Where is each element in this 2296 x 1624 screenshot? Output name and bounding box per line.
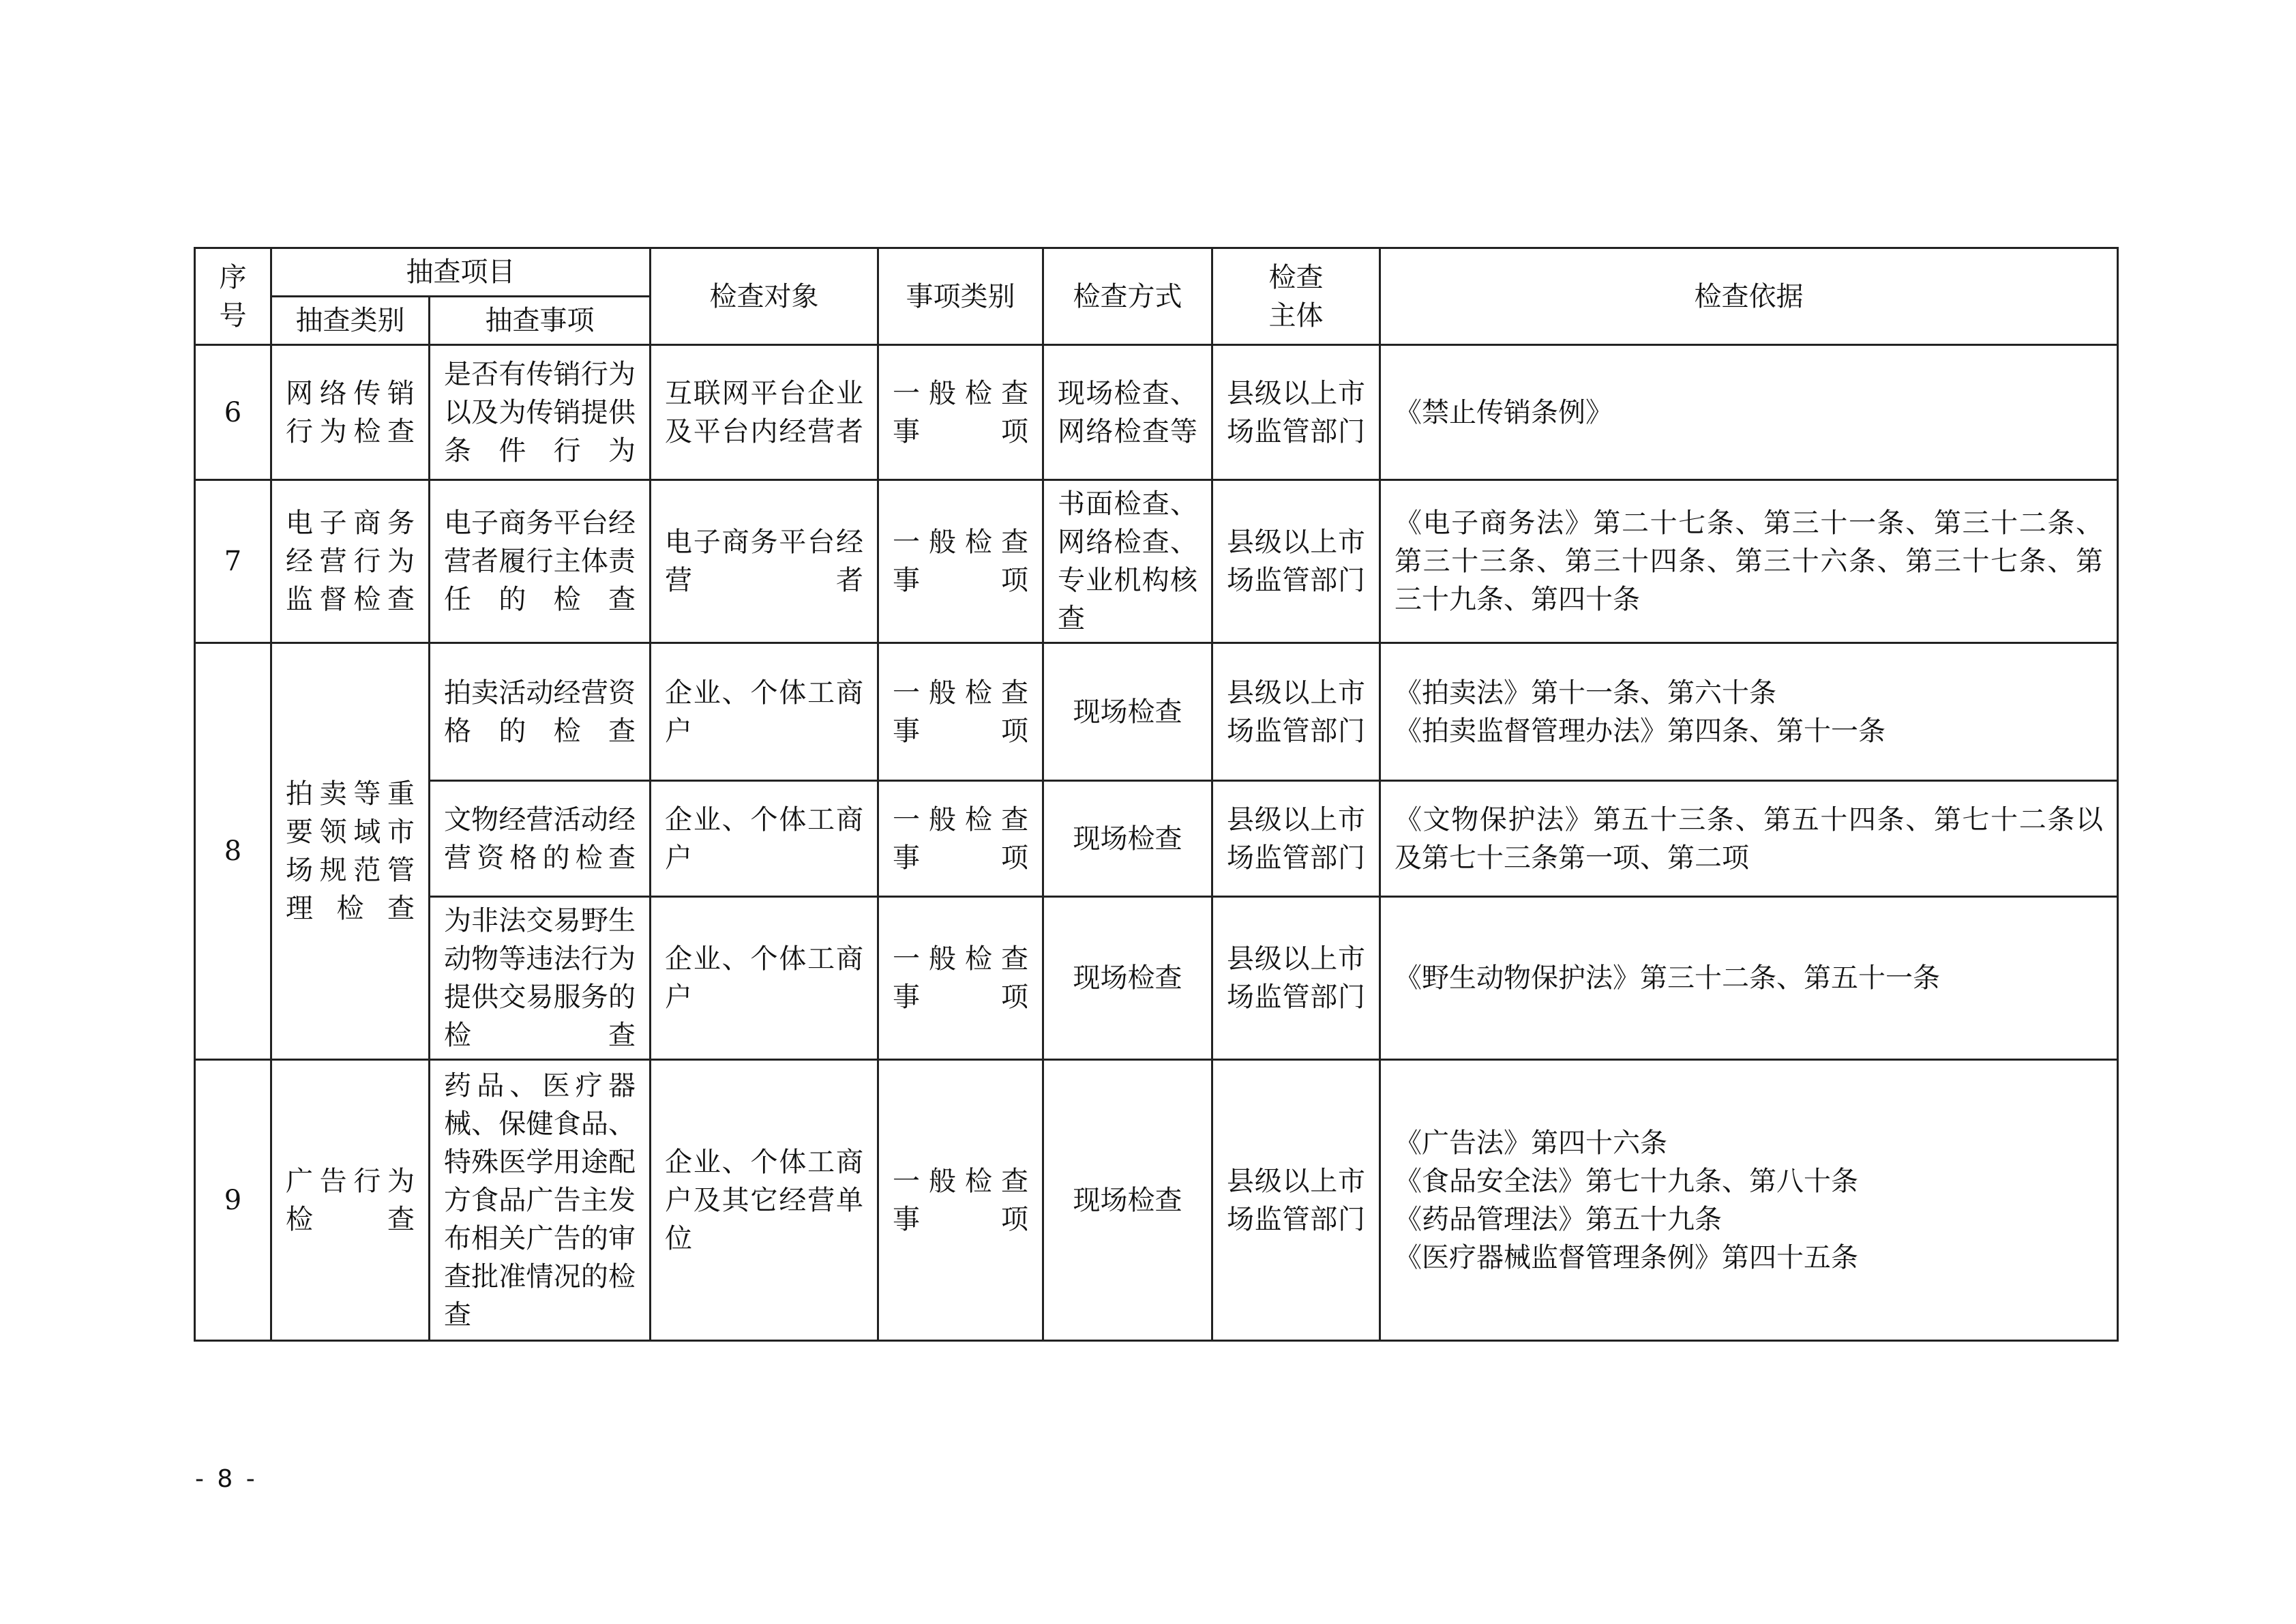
- row-item: 电子商务平台经营者履行主体责任的检查: [430, 480, 651, 643]
- page-number: - 8 -: [195, 1465, 258, 1493]
- header-seq: 序 号: [195, 248, 271, 345]
- row-method: 现场检查、网络检查等: [1043, 345, 1212, 480]
- row-seq: 7: [195, 480, 271, 643]
- row-target: 企业、个体工商户及其它经营单位: [651, 1060, 878, 1341]
- row-subject: 县级以上市场监管部门: [1212, 345, 1380, 480]
- header-method: 检查方式: [1043, 248, 1212, 345]
- header-subject: 检查 主体: [1212, 248, 1380, 345]
- row-target: 企业、个体工商户: [651, 643, 878, 781]
- row-method: 现场检查: [1043, 781, 1212, 897]
- row-seq: 8: [195, 643, 271, 1060]
- row-type: 一般检查事项: [878, 480, 1043, 643]
- row-type: 一般检查事项: [878, 781, 1043, 897]
- row-category: 电子商务经营行为监督检查: [271, 480, 430, 643]
- row-subject: 县级以上市场监管部门: [1212, 643, 1380, 781]
- row-basis: 《文物保护法》第五十三条、第五十四条、第七十二条以及第七十三条第一项、第二项: [1380, 781, 2118, 897]
- header-category: 抽查类别: [271, 297, 430, 345]
- inspection-table: [194, 247, 2119, 1342]
- table-row: [195, 1060, 2118, 1341]
- row-category: 网络传销行为检查: [271, 345, 430, 480]
- row-target: 电子商务平台经营者: [651, 480, 878, 643]
- row-category: 拍卖等重要领域市场规范管理检查: [271, 643, 430, 1060]
- row-method: 书面检查、网络检查、专业机构核查: [1043, 480, 1212, 643]
- row-target: 企业、个体工商户: [651, 781, 878, 897]
- table-row: [195, 345, 2118, 480]
- row-target: 互联网平台企业及平台内经营者: [651, 345, 878, 480]
- row-item: 药品、医疗器械、保健食品、特殊医学用途配方食品广告主发布相关广告的审查批准情况的检查: [430, 1060, 651, 1341]
- row-seq: 9: [195, 1060, 271, 1341]
- row-item: 是否有传销行为以及为传销提供条件行为: [430, 345, 651, 480]
- row-type: 一般检查事项: [878, 643, 1043, 781]
- table-row: [195, 480, 2118, 643]
- table-row: [195, 897, 2118, 1060]
- row-seq: 6: [195, 345, 271, 480]
- row-type: 一般检查事项: [878, 897, 1043, 1060]
- row-basis: 《广告法》第四十六条 《食品安全法》第七十九条、第八十条 《药品管理法》第五十九条 《医疗器械监督管理条例》第四十五条: [1380, 1060, 2118, 1341]
- row-basis: 《电子商务法》第二十七条、第三十一条、第三十二条、第三十三条、第三十四条、第三十六条、第三十七条、第三十九条、第四十条: [1380, 480, 2118, 643]
- row-item: 文物经营活动经营资格的检查: [430, 781, 651, 897]
- row-type: 一般检查事项: [878, 345, 1043, 480]
- row-subject: 县级以上市场监管部门: [1212, 480, 1380, 643]
- row-basis: 《禁止传销条例》: [1380, 345, 2118, 480]
- row-item: 拍卖活动经营资格的检查: [430, 643, 651, 781]
- header-target: 检查对象: [651, 248, 878, 345]
- row-method: 现场检查: [1043, 1060, 1212, 1341]
- row-target: 企业、个体工商户: [651, 897, 878, 1060]
- header-item: 抽查事项: [430, 297, 651, 345]
- header-project: 抽查项目: [271, 248, 651, 297]
- table-row: [195, 643, 2118, 781]
- row-basis: 《野生动物保护法》第三十二条、第五十一条: [1380, 897, 2118, 1060]
- row-method: 现场检查: [1043, 643, 1212, 781]
- header-basis: 检查依据: [1380, 248, 2118, 345]
- row-item: 为非法交易野生动物等违法行为提供交易服务的检查: [430, 897, 651, 1060]
- header-row-1: [195, 248, 2118, 297]
- row-basis: 《拍卖法》第十一条、第六十条 《拍卖监督管理办法》第四条、第十一条: [1380, 643, 2118, 781]
- header-type: 事项类别: [878, 248, 1043, 345]
- table-row: [195, 781, 2118, 897]
- row-type: 一般检查事项: [878, 1060, 1043, 1341]
- row-subject: 县级以上市场监管部门: [1212, 781, 1380, 897]
- row-subject: 县级以上市场监管部门: [1212, 897, 1380, 1060]
- row-method: 现场检查: [1043, 897, 1212, 1060]
- row-category: 广告行为检查: [271, 1060, 430, 1341]
- row-subject: 县级以上市场监管部门: [1212, 1060, 1380, 1341]
